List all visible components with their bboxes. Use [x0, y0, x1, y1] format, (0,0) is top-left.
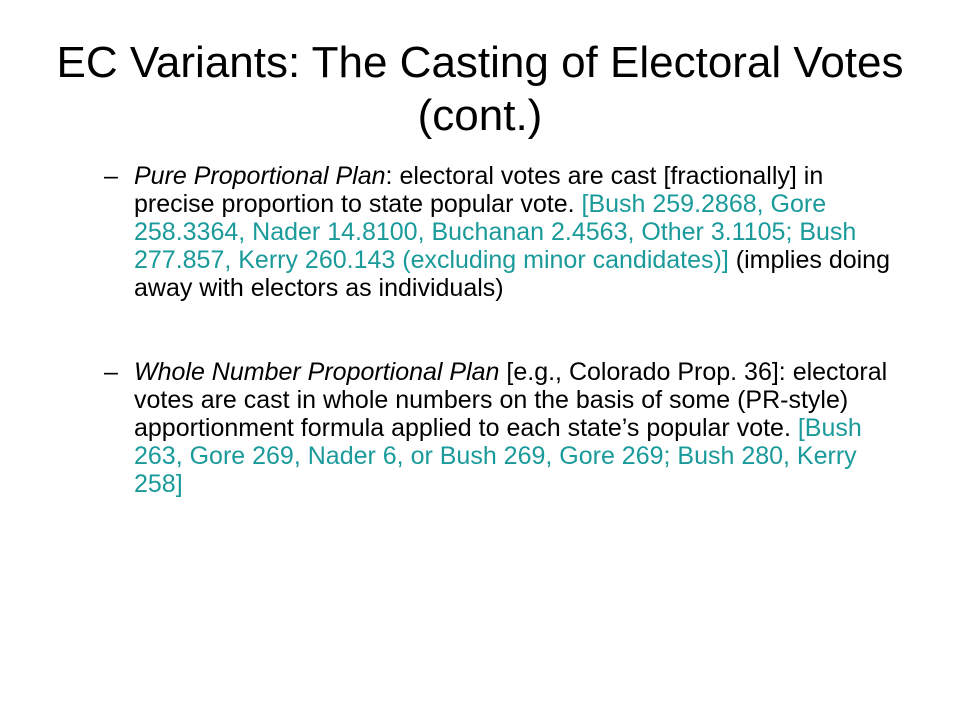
bullet-text-after: (implies doing away with electors as individuals) — [134, 246, 890, 302]
bullet-term: Pure Proportional Plan — [134, 162, 386, 190]
bullet-text: [e.g., Colorado Prop. 36]: electoral votes are cast in whole numbers on the basis of some (PR-style) apportionment formula applied to each state’s popular vote. — [134, 358, 888, 442]
bullet-list — [104, 162, 904, 498]
bullet-dash: – — [104, 162, 118, 190]
bullet-pure-proportional-plan — [104, 162, 904, 302]
slide-title: EC Variants: The Casting of Electoral Votes (cont.) — [56, 38, 904, 140]
bullet-text: : electoral votes are cast [fractionally] in precise proportion to state popular vote. — [134, 162, 824, 218]
bullet-highlight: [Bush 263, Gore 269, Nader 6, or Bush 269, Gore 269; Bush 280, Kerry 258] — [134, 414, 862, 498]
bullet-highlight: [Bush 259.2868, Gore 258.3364, Nader 14.8100, Buchanan 2.4563, Other 3.1105; Bush 277.857, Kerry 260.143 (excluding minor candidates)] — [134, 190, 857, 274]
bullet-whole-number-proportional-plan — [104, 358, 904, 498]
bullet-term: Whole Number Proportional Plan — [134, 358, 500, 386]
bullet-dash: – — [104, 358, 118, 386]
